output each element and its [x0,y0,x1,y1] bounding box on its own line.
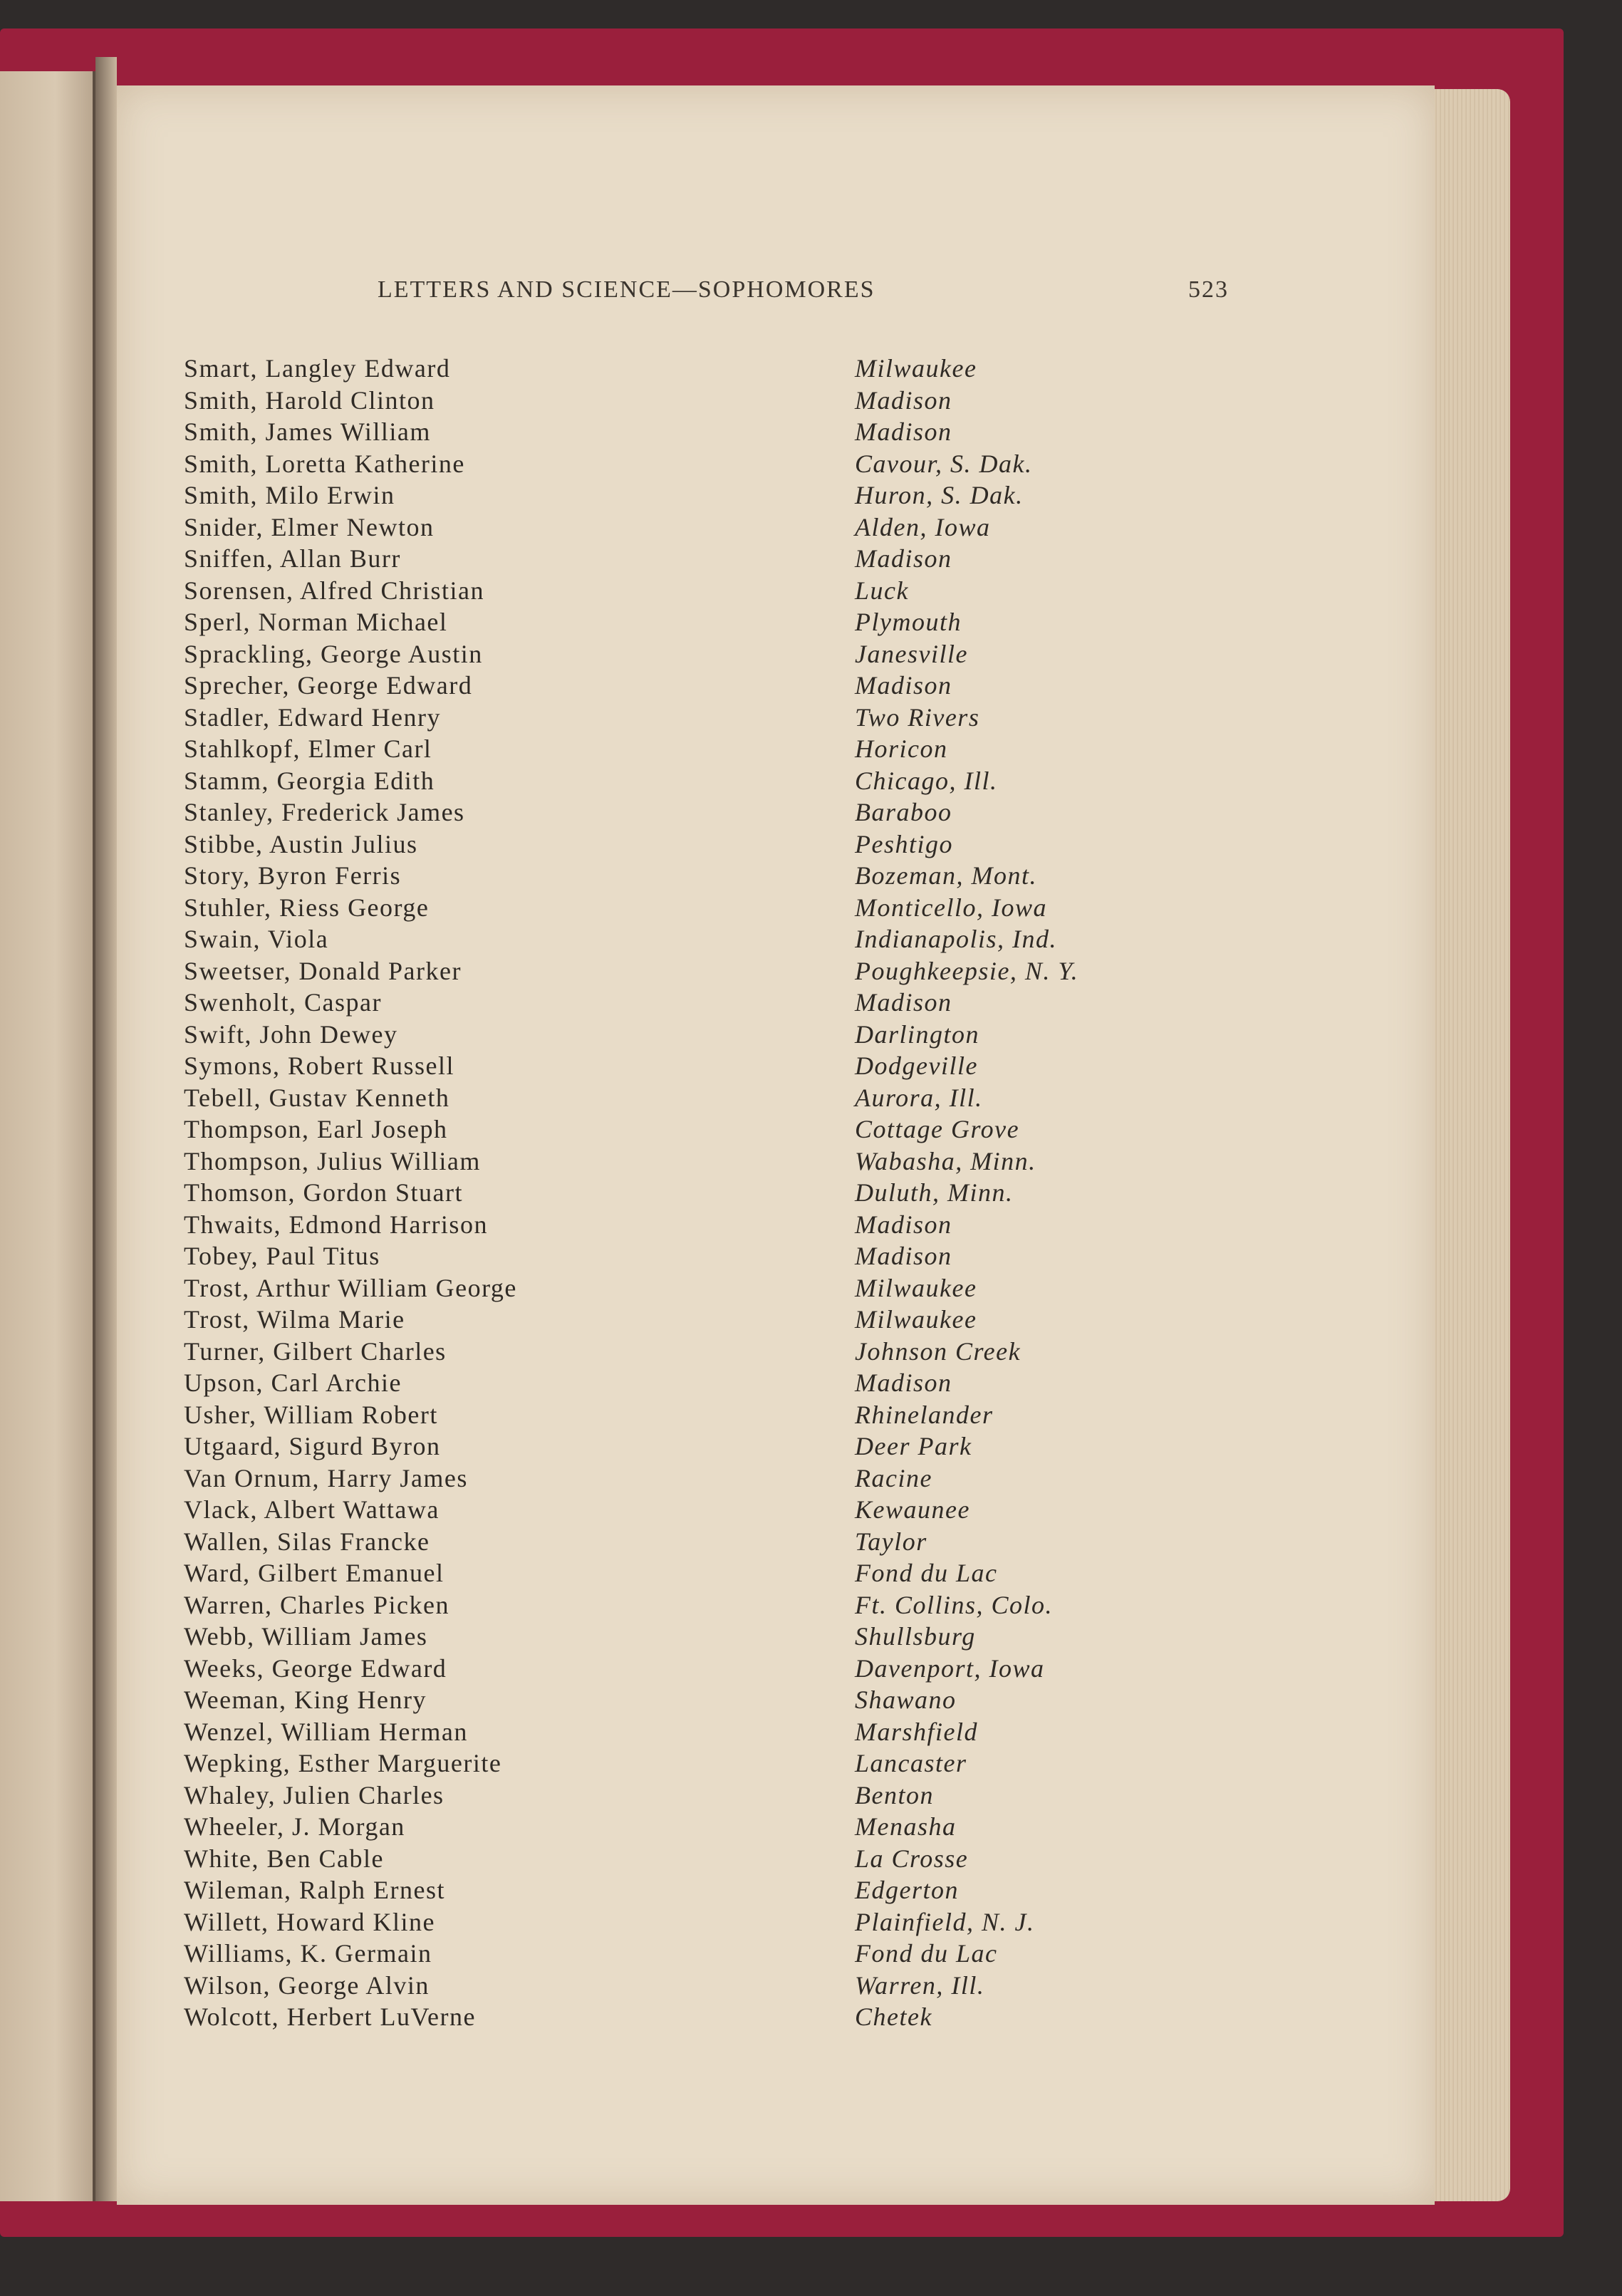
list-item [184,1240,1181,1272]
hometown: Marshfield [855,1717,978,1746]
list-item [184,1653,1181,1685]
list-item [184,1304,1181,1336]
student-name: Ward, Gilbert Emanuel [184,1559,445,1587]
student-name: Tebell, Gustav Kenneth [184,1083,450,1112]
list-item [184,511,1181,544]
hometown: Poughkeepsie, N. Y. [855,956,1079,985]
section-title: LETTERS AND SCIENCE—SOPHOMORES [378,276,875,303]
student-name: Wileman, Ralph Ernest [184,1876,445,1904]
student-name: Wallen, Silas Francke [184,1527,430,1556]
list-item [184,733,1181,765]
student-name: Thompson, Julius William [184,1146,481,1175]
list-item [184,1430,1181,1463]
list-item [184,702,1181,734]
student-name: Williams, K. Germain [184,1939,432,1968]
list-item [184,1367,1181,1399]
hometown: Milwaukee [855,1305,977,1334]
student-name: Turner, Gilbert Charles [184,1336,447,1366]
hometown: Plainfield, N. J. [855,1907,1035,1936]
student-name: Stanley, Frederick James [184,798,465,826]
list-item [184,1906,1181,1938]
hometown: Fond du Lac [855,1559,998,1587]
running-header [0,276,1622,305]
page-block-edge [1425,89,1510,2201]
hometown: Shawano [855,1685,957,1714]
list-item [184,765,1181,797]
student-name: Tobey, Paul Titus [184,1242,380,1270]
hometown: Duluth, Minn. [855,1178,1014,1207]
student-name: Usher, William Robert [184,1400,438,1429]
hometown: Menasha [855,1812,957,1841]
student-name: Weeks, George Edward [184,1653,447,1683]
list-item [184,2001,1181,2033]
list-item [184,575,1181,607]
hometown: Taylor [855,1527,927,1556]
list-item [184,1557,1181,1589]
list-item [184,1684,1181,1716]
left-page-edge [0,71,95,2201]
hometown: Aurora, Ill. [855,1083,983,1112]
list-item [184,1747,1181,1780]
hometown: Madison [855,417,952,446]
hometown: Deer Park [855,1432,972,1460]
student-name: Swenholt, Caspar [184,988,382,1017]
list-item [184,1019,1181,1051]
list-item [184,1589,1181,1621]
list-item [184,1146,1181,1178]
hometown: Davenport, Iowa [855,1653,1045,1683]
list-item [184,1716,1181,1748]
list-item [184,1399,1181,1431]
student-name: Utgaard, Sigurd Byron [184,1432,441,1460]
student-name: Willett, Howard Kline [184,1907,435,1936]
hometown: Janesville [855,639,968,668]
hometown: La Crosse [855,1844,969,1873]
list-item [184,1463,1181,1495]
student-name: Trost, Wilma Marie [184,1305,405,1334]
list-item [184,1050,1181,1082]
hometown: Madison [855,544,952,573]
student-name: Vlack, Albert Wattawa [184,1495,440,1524]
list-item [184,828,1181,861]
student-name: Stuhler, Riess George [184,893,430,922]
book-gutter [95,57,117,2201]
student-name: Stadler, Edward Henry [184,702,441,732]
student-name: Stamm, Georgia Edith [184,766,435,795]
student-name: Sweetser, Donald Parker [184,956,462,985]
hometown: Lancaster [855,1749,967,1777]
hometown: Madison [855,1210,952,1239]
hometown: Madison [855,671,952,700]
student-name: Symons, Robert Russell [184,1051,455,1080]
student-name: Sperl, Norman Michael [184,608,448,636]
hometown: Ft. Collins, Colo. [855,1590,1054,1619]
list-item [184,479,1181,511]
student-name: Sniffen, Allan Burr [184,544,401,573]
list-item [184,1526,1181,1558]
list-item [184,416,1181,448]
list-item [184,448,1181,480]
student-name: Smith, Loretta Katherine [184,449,465,478]
hometown: Darlington [855,1019,980,1049]
student-name: Wilson, George Alvin [184,1970,430,2000]
student-name: Warren, Charles Picken [184,1590,449,1619]
student-name: Sorensen, Alfred Christian [184,576,484,605]
list-item [184,353,1181,385]
hometown: Peshtigo [855,829,953,858]
list-item [184,1843,1181,1875]
student-name: Stibbe, Austin Julius [184,829,418,858]
list-item [184,955,1181,987]
student-name: Webb, William James [184,1622,428,1651]
student-name: Sprecher, George Edward [184,671,473,700]
student-name: Upson, Carl Archie [184,1368,402,1397]
list-item [184,670,1181,702]
hometown: Benton [855,1780,934,1809]
student-list [184,353,1181,2033]
student-name: Smith, James William [184,417,431,446]
list-item [184,1209,1181,1241]
hometown: Kewaunee [855,1495,970,1524]
list-item [184,543,1181,575]
hometown: Warren, Ill. [855,1970,985,2000]
hometown: Monticello, Iowa [855,893,1047,922]
list-item [184,1272,1181,1304]
hometown: Horicon [855,734,948,763]
student-name: Smith, Milo Erwin [184,481,395,509]
hometown: Milwaukee [855,1273,977,1302]
list-item [184,1082,1181,1114]
hometown: Dodgeville [855,1051,978,1080]
student-name: Van Ornum, Harry James [184,1463,468,1492]
hometown: Edgerton [855,1876,959,1904]
student-name: Whaley, Julien Charles [184,1780,445,1809]
list-item [184,1970,1181,2002]
student-name: Smart, Langley Edward [184,354,451,383]
list-item [184,1874,1181,1906]
hometown: Madison [855,1368,952,1397]
hometown: Shullsburg [855,1622,976,1651]
hometown: Indianapolis, Ind. [855,925,1057,953]
student-name: White, Ben Cable [184,1844,384,1873]
hometown: Racine [855,1463,932,1492]
list-item [184,860,1181,892]
hometown: Madison [855,1242,952,1270]
list-item [184,385,1181,417]
student-name: Weeman, King Henry [184,1685,427,1714]
student-name: Smith, Harold Clinton [184,385,435,415]
hometown: Fond du Lac [855,1939,998,1968]
list-item [184,1621,1181,1653]
student-name: Swift, John Dewey [184,1019,398,1049]
student-name: Thomson, Gordon Stuart [184,1178,463,1207]
hometown: Luck [855,576,909,605]
list-item [184,1780,1181,1812]
list-item [184,892,1181,924]
student-name: Story, Byron Ferris [184,861,402,890]
hometown: Huron, S. Dak. [855,481,1024,509]
student-name: Snider, Elmer Newton [184,512,435,541]
student-name: Stahlkopf, Elmer Carl [184,734,432,763]
student-name: Sprackling, George Austin [184,639,483,668]
list-item [184,1938,1181,1970]
hometown: Rhinelander [855,1400,994,1429]
hometown: Chicago, Ill. [855,766,998,795]
list-item [184,1811,1181,1843]
hometown: Cavour, S. Dak. [855,449,1033,478]
list-item [184,1336,1181,1368]
hometown: Cottage Grove [855,1115,1020,1143]
hometown: Alden, Iowa [855,512,991,541]
student-name: Wheeler, J. Morgan [184,1812,405,1841]
page-number: 523 [1188,276,1229,303]
student-name: Thompson, Earl Joseph [184,1115,448,1143]
student-name: Wolcott, Herbert LuVerne [184,2002,476,2031]
hometown: Johnson Creek [855,1336,1021,1366]
list-item [184,1494,1181,1526]
student-name: Thwaits, Edmond Harrison [184,1210,488,1239]
list-item [184,1113,1181,1146]
hometown: Milwaukee [855,354,977,383]
hometown: Baraboo [855,798,952,826]
list-item [184,1177,1181,1209]
list-item [184,923,1181,955]
hometown: Plymouth [855,608,962,636]
list-item [184,987,1181,1019]
list-item [184,796,1181,828]
list-item [184,606,1181,638]
hometown: Two Rivers [855,702,980,732]
hometown: Wabasha, Minn. [855,1146,1036,1175]
hometown: Bozeman, Mont. [855,861,1037,890]
list-item [184,638,1181,670]
student-name: Wepking, Esther Marguerite [184,1749,502,1777]
student-name: Trost, Arthur William George [184,1273,517,1302]
hometown: Madison [855,988,952,1017]
student-name: Swain, Viola [184,925,329,953]
hometown: Chetek [855,2002,932,2031]
hometown: Madison [855,385,952,415]
student-name: Wenzel, William Herman [184,1717,468,1746]
